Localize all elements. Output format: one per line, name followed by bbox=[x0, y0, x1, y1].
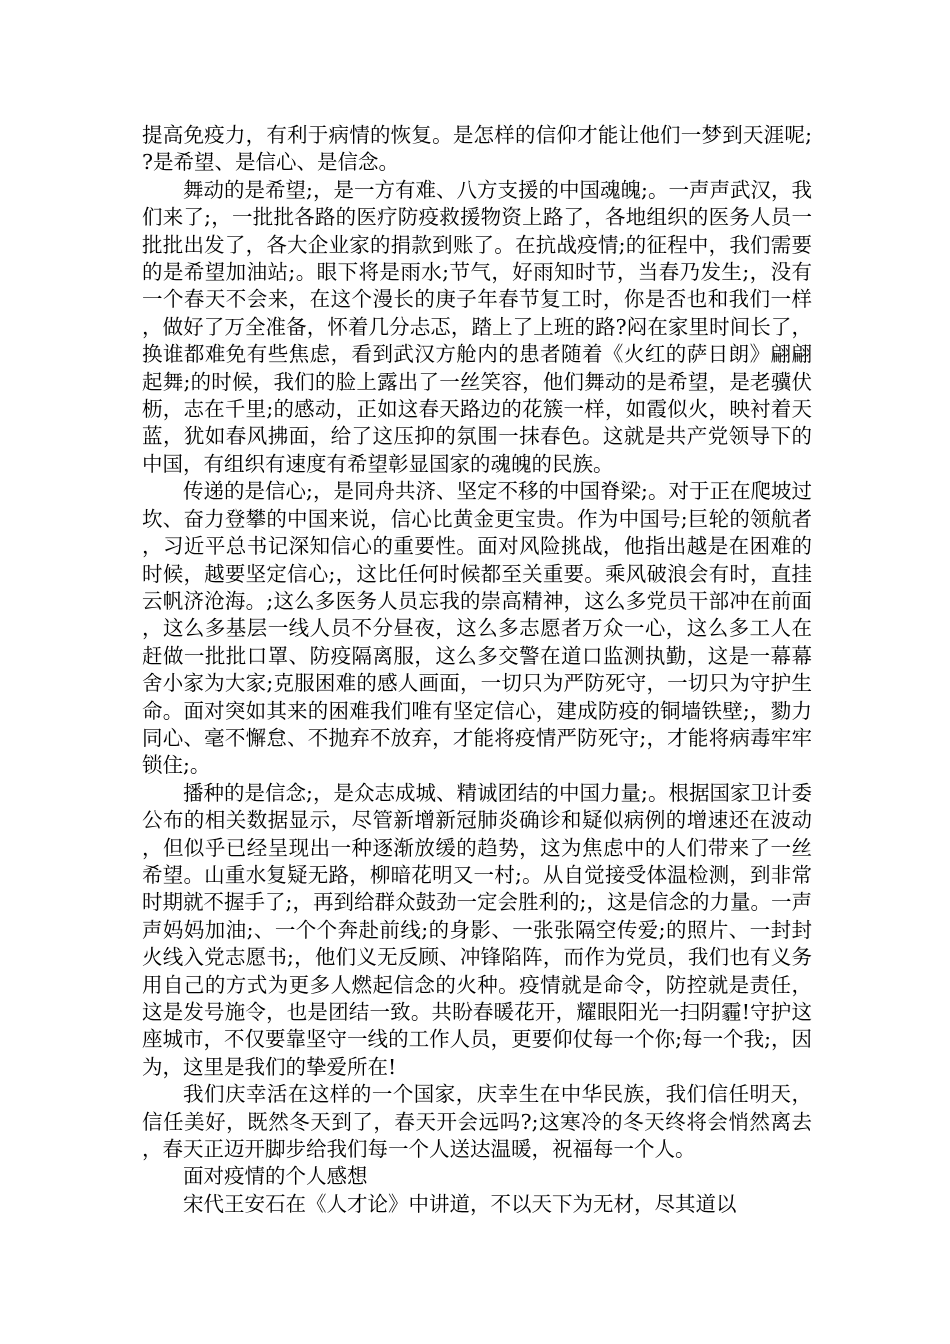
paragraph-belief: 播种的是信念;，是众志成城、精诚团结的中国力量;。根据国家卫计委公布的相关数据显示，尽管新增新冠肺炎确诊和疑似病例的增速还在波动，但似乎已经呈现出一种逐渐放缓的趋势，这为焦虑中的人们带来了一丝希望。山重水复疑无路，柳暗花明又一村;。从自觉接受体温检测，到非常时期就不握手了;，再到给群众鼓劲一定会胜利的;，这是信念的力量。一声声妈妈加油;、一个个奔赴前线;的身影、一张张隔空传爱;的照片、一封封火线入党志愿书;，他们义无反顾、冲锋陷阵，而作为党员，我们也有义务用自己的方式为更多人燃起信念的火种。疫情就是命令，防控就是责任，这是发号施令，也是团结一致。共盼春暖花开，耀眼阳光一扫阴霾!守护这座城市，不仅要靠坚守一线的工作人员，更要仰仗每一个你;每一个我;，因为，这里是我们的挚爱所在! bbox=[142, 780, 812, 1079]
paragraph-confidence: 传递的是信心;，是同舟共济、坚定不移的中国脊梁;。对于正在爬坡过坎、奋力登攀的中国来说，信心比黄金更宝贵。作为中国号;巨轮的领航者，习近平总书记深知信心的重要性。面对风险挑战，他指出越是在困难的时候，越要坚定信心;，这比任何时候都至关重要。乘风破浪会有时，直挂云帆济沧海。;这么多医务人员忘我的崇高精神，这么多党员干部冲在前面，这么多基层一线人员不分昼夜，这么多志愿者万众一心，这么多工人在赶做一批批口罩、防疫隔离服，这么多交警在道口监测执勤，这是一幕幕舍小家为大家;克服困难的感人画面，一切只为严防死守，一切只为守护生命。面对突如其来的困难我们唯有坚定信心，建成防疫的铜墙铁壁;，勠力同心、毫不懈怠、不抛弃不放弃，才能将疫情严防死守;，才能将病毒牢牢锁住;。 bbox=[142, 479, 812, 778]
paragraph-intro: 提高免疫力，有利于病情的恢复。是怎样的信仰才能让他们一梦到天涯呢;?是希望、是信心、是信念。 bbox=[142, 123, 812, 175]
paragraph-conclusion: 我们庆幸活在这样的一个国家，庆幸生在中华民族，我们信任明天，信任美好，既然冬天到了，春天开会远吗?;这寒冷的冬天终将会悄然离去，春天正迈开脚步给我们每一个人送达温暖，祝福每一个人。 bbox=[142, 1082, 812, 1162]
paragraph-wang-anshi: 宋代王安石在《人才论》中讲道，不以天下为无材，尽其道以 bbox=[183, 1191, 737, 1216]
section-heading: 面对疫情的个人感想 bbox=[183, 1164, 368, 1189]
paragraph-hope: 舞动的是希望;，是一方有难、八方支援的中国魂魄;。一声声武汉，我们来了;，一批批各路的医疗防疫救援物资上路了，各地组织的医务人员一批批出发了，各大企业家的捐款到账了。在抗战疫情;的征程中，我们需要的是希望加油站;。眼下将是雨水;节气，好雨知时节，当春乃发生;，没有一个春天不会来，在这个漫长的庚子年春节复工时，你是否也和我们一样，做好了万全准备，怀着几分忐忑，踏上了上班的路?闷在家里时间长了，换谁都难免有些焦虑，看到武汉方舱内的患者随着《火红的萨日朗》翩翩起舞;的时候，我们的脸上露出了一丝笑容，他们舞动的是希望，是老骥伏枥，志在千里;的感动，正如这春天路边的花簇一样，如霞似火，映衬着天蓝，犹如春风拂面，给了这压抑的氛围一抹春色。这就是共产党领导下的中国，有组织有速度有希望彰显国家的魂魄的民族。 bbox=[142, 177, 812, 476]
document-page bbox=[142, 122, 812, 1218]
